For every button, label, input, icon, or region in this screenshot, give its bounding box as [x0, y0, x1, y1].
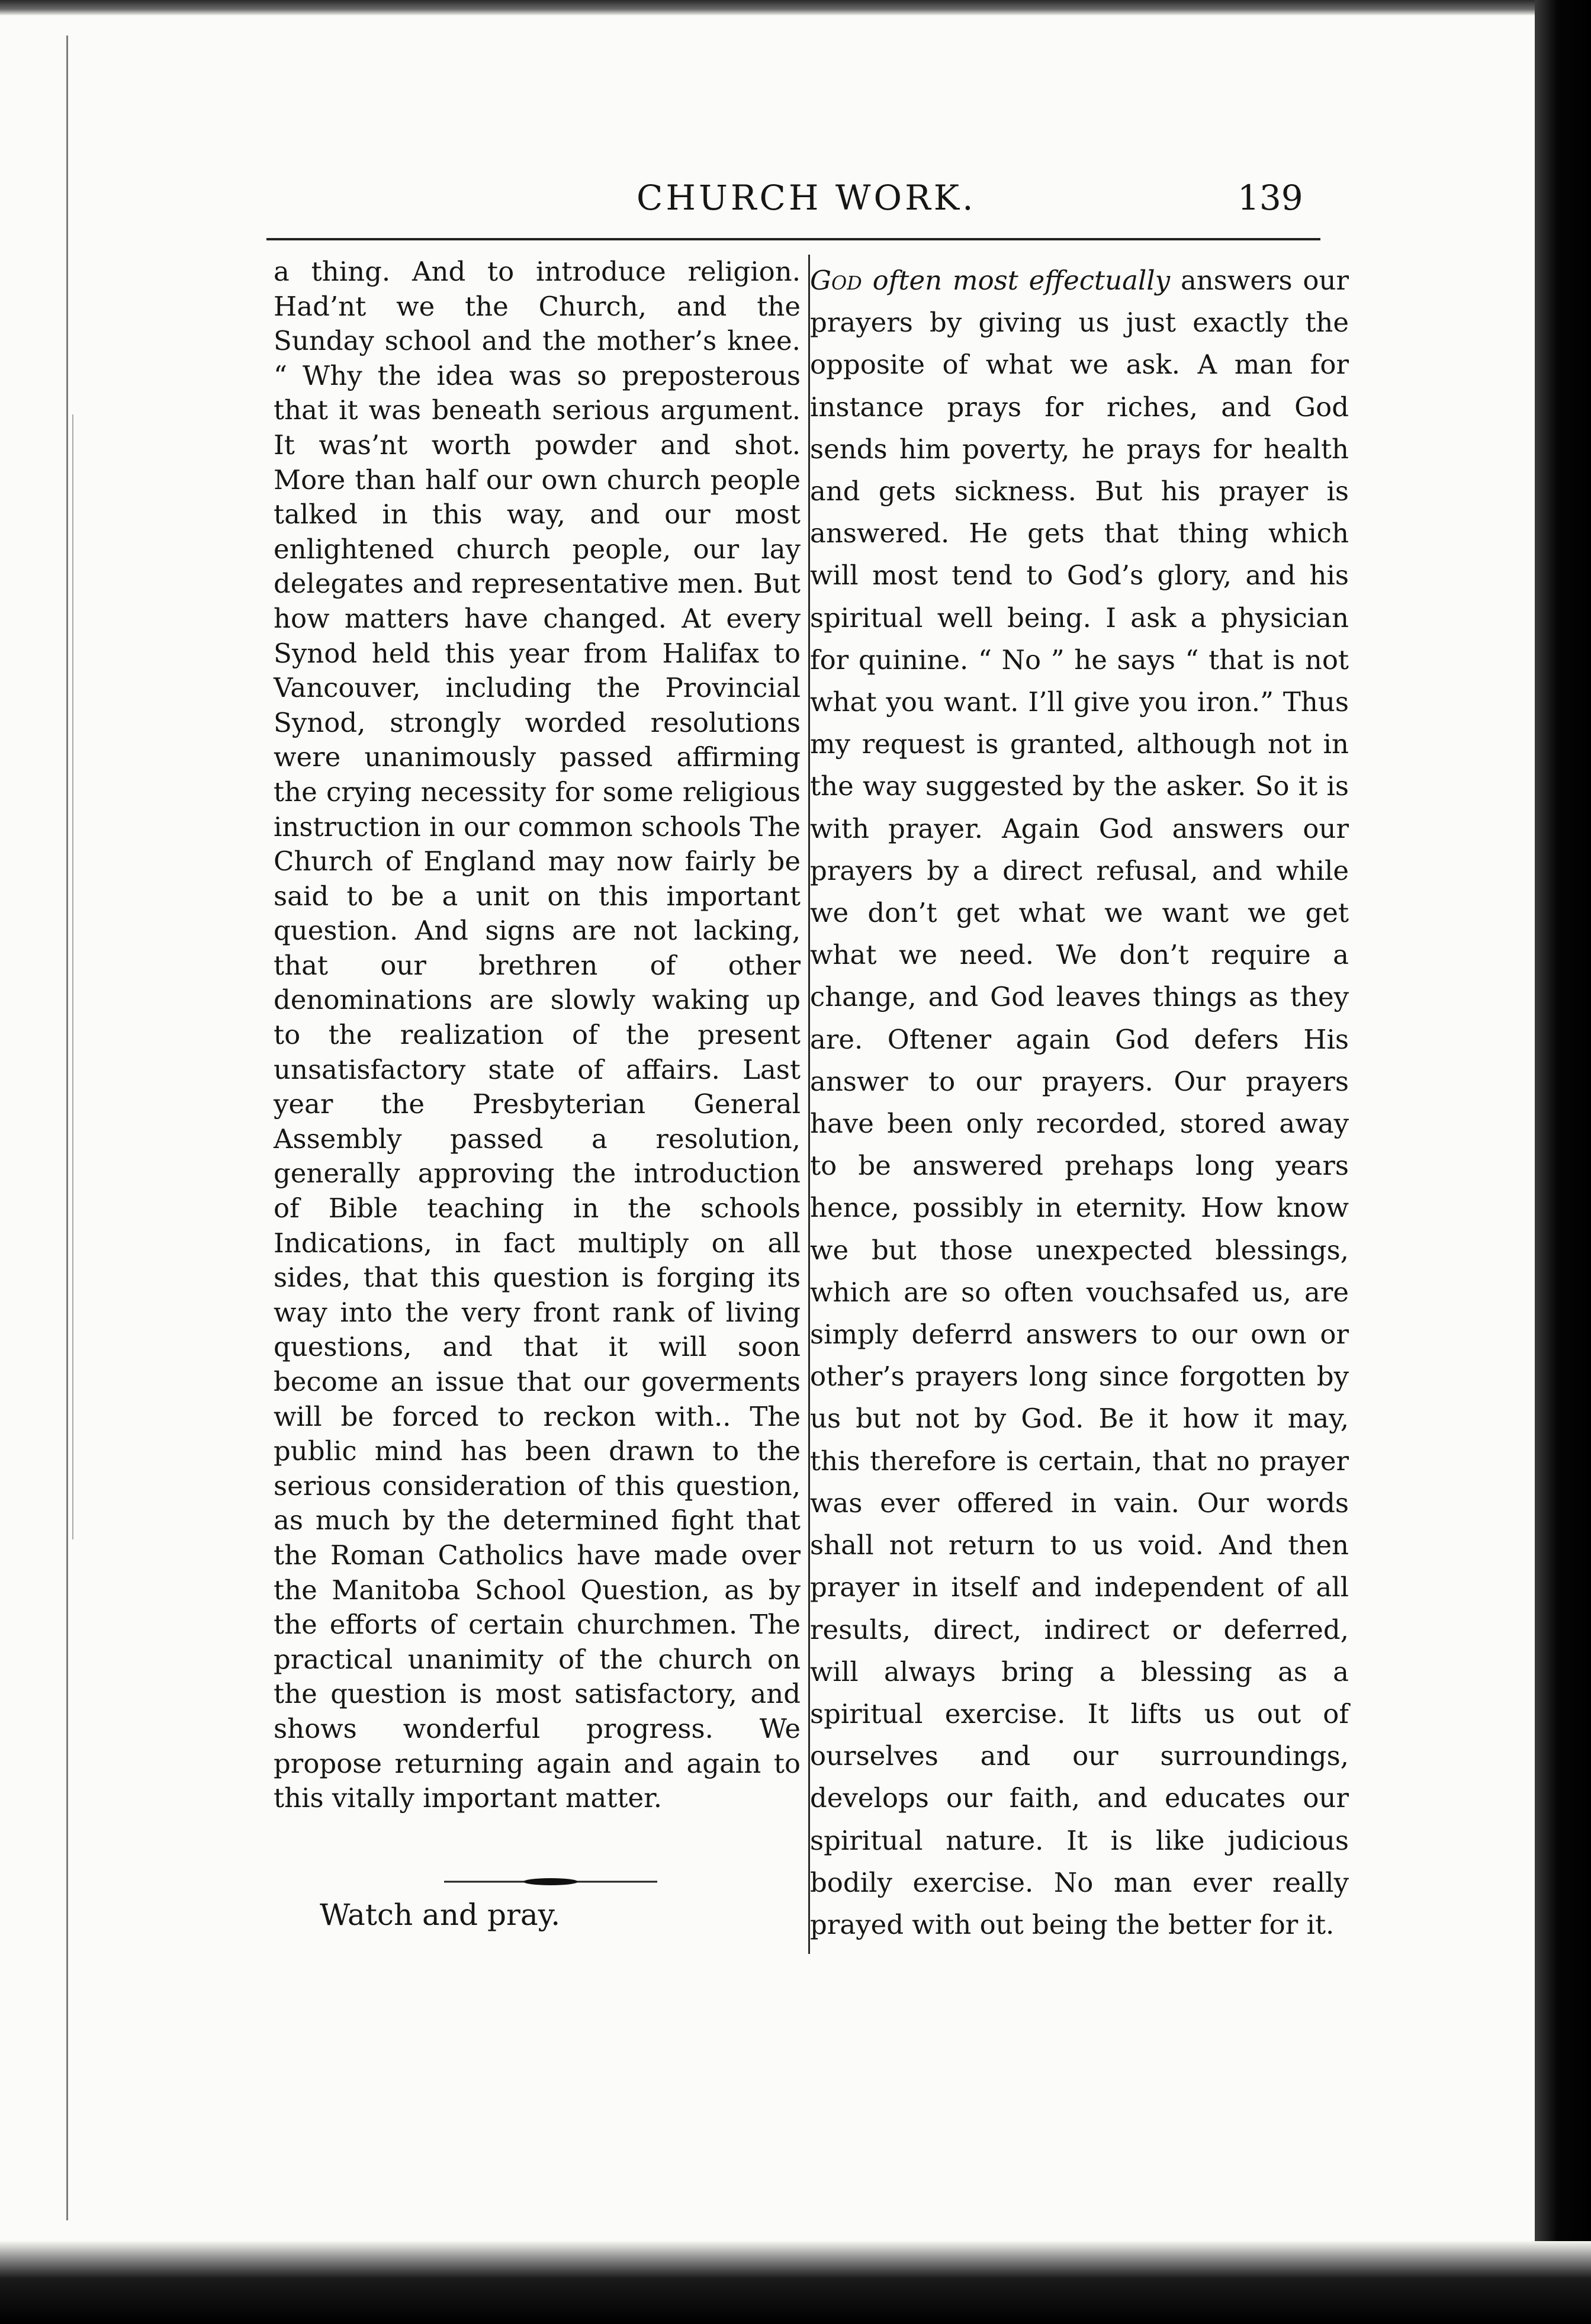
left-column	[274, 255, 801, 1816]
lead-word: God	[810, 265, 862, 296]
scan-edge-bottom	[0, 2241, 1591, 2324]
closing-line: Watch and pray.	[320, 1898, 561, 1932]
scan-edge-top	[0, 0, 1591, 15]
left-column-text: a thing. And to introduce religion. Had’nt we the Church, and the Sunday school and the mother’s knee. “ Why the idea was so preposterous that it was beneath serious argument. It was’nt worth powder and shot. More than half our own church people talked in this way, and our most enlightened church people, our lay delegates and representative men. But how matters have changed. At every Synod held this year from Halifax to Vancouver, including the Provincial Synod, strongly worded resolutions were unanimously passed affirming the crying necessity for some religious instruction in our common schools The Church of England may now fairly be said to be a unit on this important question. And signs are not lacking, that our brethren of other denominations are slowly waking up to the realization of the present unsatisfactory state of affairs. Last year the Presbyterian General Assembly passed a resolution, generally approving the introduction of Bible teaching in the schools Indications, in fact multiply on all sides, that this question is forging its way into the very front rank of living questions, and that it will soon become an issue that our goverments will be forced to reckon with.. The public mind has been drawn to the serious consideration of this question, as much by the determined fight that the Roman Catholics have made over the Manitoba School Question, as by the efforts of certain churchmen. The practical unanimity of the church on the question is most satisfactory, and shows wonderful progress. We propose returning again and again to this vitally important matter.	[274, 256, 801, 1814]
ornament-rule	[444, 1873, 657, 1891]
binding-margin-line-inner	[72, 414, 73, 1539]
binding-margin-line	[66, 36, 68, 2220]
running-title: CHURCH WORK.	[637, 178, 976, 218]
header-rule	[266, 238, 1320, 240]
right-column-text: answers our prayers by giving us just exactly the opposite of what we ask. A man for instance prays for riches, and God sends him poverty, he prays for health and gets sickness. But his prayer is answered. He gets that thing which will most tend to God’s glory, and his spiritual well being. I ask a physician for quinine. “ No ” he says “ that is not what you want. I’ll give you iron.” Thus my request is granted, although not in the way suggested by the asker. So it is with prayer. Again God answers our prayers by a direct refusal, and while we don’t get what we want we get what we need. We don’t require a change, and God leaves things as they are. Oftener again God defers His answer to our prayers. Our prayers have been only recorded, stored away to be answered prehaps long years hence, possibly in eternity. How know we but those unexpected blessings, which are so often vouchsafed us, are simply deferrd answers to our own or other’s prayers long since forgotten by us but not by God. Be it how it may, this therefore is certain, that no prayer was ever offered in vain. Our words shall not return to us void. And then prayer in itself and independent of all results, direct, indirect or deferred, will always bring a blessing as a spiritual exercise. It lifts us out of ourselves and our surroundings, develops our faith, and educates our spiritual nature. It is like judicious bodily exercise. No man ever really prayed with out being the better for it.	[810, 265, 1349, 1940]
lead-italic: often most effectually	[862, 265, 1171, 296]
scan-edge-right	[1535, 0, 1591, 2324]
right-column	[810, 259, 1349, 1946]
right-column-paragraph	[810, 259, 1349, 1946]
page-number: 139	[1238, 178, 1303, 218]
